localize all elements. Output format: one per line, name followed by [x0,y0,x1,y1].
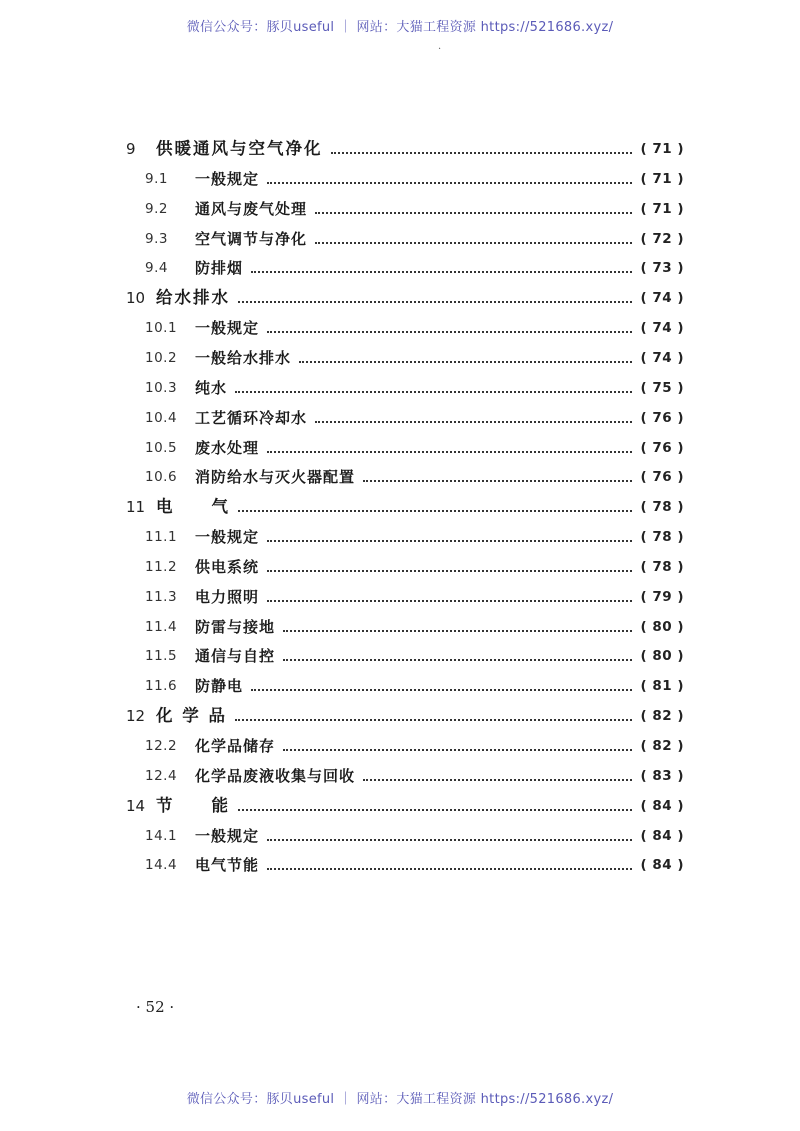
dot-leader [251,687,632,691]
toc-entry-page: ( 72 ) [640,231,684,247]
toc-entry-page: ( 74 ) [640,350,684,366]
toc-entry-title: 化学品储存 [195,737,276,755]
dot-leader [331,150,633,154]
toc-section-row [145,581,684,607]
watermark-top: 微信公众号：豚贝useful ｜ 网站：大猫工程资源 https://521686.xyz/ [186,20,614,35]
toc-entry-title: 空气调节与净化 [195,230,308,248]
toc-section-row [145,551,684,577]
toc-entry-title: 节 能 [156,796,230,815]
toc-section-row [145,611,684,637]
toc-entry-title: 化学品废液收集与回收 [195,767,356,785]
toc-entry-page: ( 71 ) [640,171,684,187]
toc-entry-page: ( 76 ) [640,469,684,485]
toc-entry-title: 一般规定 [195,319,260,337]
toc-section-row [145,521,684,547]
toc-entry-number: 12 [126,707,146,725]
dot-leader [251,269,632,273]
toc-entry-page: ( 71 ) [640,141,684,157]
toc-entry-page: ( 80 ) [640,619,684,635]
toc-entry-number: 12.2 [145,738,178,754]
toc-entry-number: 11.1 [145,529,178,545]
toc-entry-title: 纯水 [195,379,228,397]
dot-leader [238,299,632,303]
toc-entry-number: 11.2 [145,559,178,575]
toc-entry-page: ( 75 ) [640,380,684,396]
toc-entry-page: ( 78 ) [640,499,684,515]
dot-leader [238,508,632,512]
dot-leader [267,329,632,333]
toc-entry-page: ( 79 ) [640,589,684,605]
toc-entry-number: 10.2 [145,350,178,366]
watermark-bottom: 微信公众号：豚贝useful ｜ 网站：大猫工程资源 https://521686.xyz/ [186,1092,614,1107]
dot-leader [267,180,632,184]
toc-entry-number: 9.2 [145,201,168,217]
toc-entry-page: ( 84 ) [640,798,684,814]
toc-entry-number: 14 [126,797,146,815]
toc-section-row [145,223,684,249]
toc-entry-title: 一般规定 [195,827,260,845]
dot-leader [238,807,632,811]
toc-chapter-row [126,790,684,816]
toc-entry-page: ( 78 ) [640,529,684,545]
toc-entry-title: 防排烟 [195,259,244,277]
toc-entry-number: 9 [126,140,136,158]
toc-entry-number: 11 [126,498,146,516]
toc-section-row [145,461,684,487]
toc-entry-page: ( 73 ) [640,260,684,276]
toc-chapter-row [126,491,684,517]
toc-entry-number: 11.5 [145,648,178,664]
toc-section-row [145,342,684,368]
top-dot-mark: · [438,44,442,55]
toc-section-row [145,372,684,398]
toc-section-row [145,402,684,428]
toc-entry-title: 电 气 [156,497,230,516]
toc-section-row [145,849,684,875]
toc-entry-title: 给水排水 [156,288,230,307]
toc-entry-page: ( 74 ) [640,320,684,336]
toc-entry-title: 防静电 [195,677,244,695]
toc-entry-title: 电力照明 [195,588,260,606]
dot-leader [267,866,632,870]
toc-entry-number: 9.4 [145,260,168,276]
toc-entry-number: 14.1 [145,828,178,844]
toc-entry-title: 消防给水与灭火器配置 [195,468,356,486]
toc-entry-page: ( 76 ) [640,410,684,426]
toc-entry-page: ( 74 ) [640,290,684,306]
toc-section-row [145,760,684,786]
toc-entry-page: ( 82 ) [640,738,684,754]
toc-entry-title: 防雷与接地 [195,618,276,636]
toc-section-row [145,820,684,846]
toc-entry-number: 10.6 [145,469,178,485]
toc-section-row [145,730,684,756]
toc-chapter-row [126,133,684,159]
toc-entry-page: ( 78 ) [640,559,684,575]
toc-section-row [145,670,684,696]
toc-entry-page: ( 82 ) [640,708,684,724]
toc-entry-title: 通信与自控 [195,647,276,665]
toc-entry-number: 10.4 [145,410,178,426]
dot-leader [315,210,632,214]
toc-entry-page: ( 84 ) [640,828,684,844]
toc-entry-number: 11.4 [145,619,178,635]
toc-entry-title: 化 学 品 [156,706,227,725]
toc-entry-title: 废水处理 [195,439,260,457]
page-number: · 52 · [136,998,175,1016]
toc-section-row [145,640,684,666]
dot-leader [267,568,632,572]
dot-leader [267,538,632,542]
toc-entry-title: 供暖通风与空气净化 [156,139,323,158]
toc-entry-number: 10.3 [145,380,178,396]
dot-leader [315,240,632,244]
toc-entry-title: 一般规定 [195,528,260,546]
toc-entry-number: 9.3 [145,231,168,247]
dot-leader [283,628,632,632]
toc-chapter-row [126,282,684,308]
toc-section-row [145,252,684,278]
toc-entry-title: 供电系统 [195,558,260,576]
toc-entry-title: 工艺循环冷却水 [195,409,308,427]
dot-leader [267,837,632,841]
toc-entry-title: 电气节能 [195,856,260,874]
dot-leader [315,419,632,423]
dot-leader [267,449,632,453]
toc-entry-number: 14.4 [145,857,178,873]
toc-entry-number: 11.3 [145,589,178,605]
dot-leader [235,389,632,393]
dot-leader [283,747,632,751]
toc-entry-title: 一般规定 [195,170,260,188]
dot-leader [363,478,632,482]
toc-entry-number: 9.1 [145,171,168,187]
toc-entry-page: ( 83 ) [640,768,684,784]
dot-leader [267,598,632,602]
toc-entry-number: 11.6 [145,678,178,694]
dot-leader [283,657,632,661]
dot-leader [235,717,632,721]
toc-section-row [145,163,684,189]
toc-entry-title: 一般给水排水 [195,349,292,367]
toc-entry-number: 10 [126,289,146,307]
toc-entry-page: ( 71 ) [640,201,684,217]
toc-section-row [145,193,684,219]
toc-entry-page: ( 76 ) [640,440,684,456]
toc-entry-page: ( 84 ) [640,857,684,873]
toc-entry-page: ( 81 ) [640,678,684,694]
toc-section-row [145,312,684,338]
toc-section-row [145,432,684,458]
toc-entry-number: 12.4 [145,768,178,784]
toc-entry-page: ( 80 ) [640,648,684,664]
dot-leader [299,359,632,363]
toc-entry-number: 10.1 [145,320,178,336]
dot-leader [363,777,632,781]
toc-entry-title: 通风与废气处理 [195,200,308,218]
toc-chapter-row [126,700,684,726]
toc-entry-number: 10.5 [145,440,178,456]
